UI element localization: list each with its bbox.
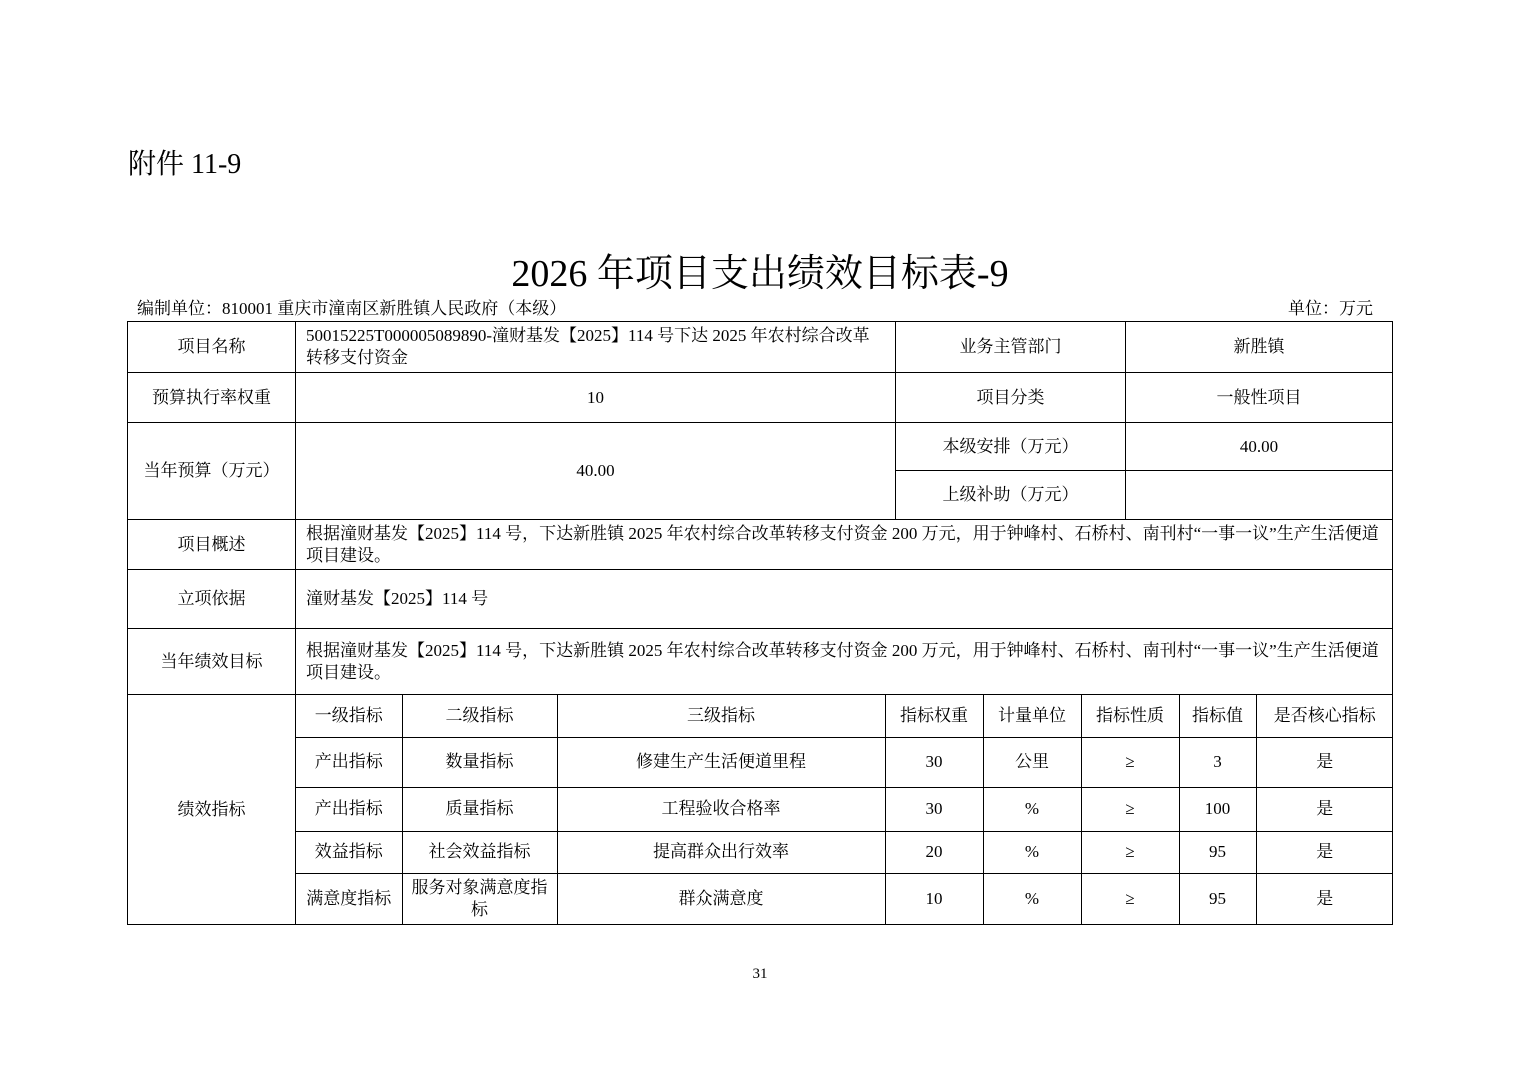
goal-value: 根据潼财基发【2025】114 号，下达新胜镇 2025 年农村综合改革转移支付资金 200 万元，用于钟峰村、石桥村、南刊村“一事一议”生产生活便道项目建设。 [296,629,1393,695]
perf-header-nature: 指标性质 [1081,695,1179,737]
local-value: 40.00 [1126,423,1393,471]
perf-cell-nature: ≥ [1081,737,1179,787]
perf-cell-weight: 30 [885,737,983,787]
perf-cell-level3: 修建生产生活便道里程 [557,737,885,787]
category-label: 项目分类 [896,373,1126,423]
perf-cell-core: 是 [1256,831,1393,873]
perf-cell-level2: 质量指标 [402,787,557,831]
page-number: 31 [752,966,768,982]
perf-cell-level3: 工程验收合格率 [557,787,885,831]
perf-cell-weight: 10 [885,873,983,924]
perf-cell-value: 100 [1179,787,1256,831]
perf-cell-nature: ≥ [1081,831,1179,873]
perf-header-unit: 计量单位 [983,695,1081,737]
perf-cell-unit: 公里 [983,737,1081,787]
perf-cell-unit: % [983,787,1081,831]
basis-label: 立项依据 [128,570,296,629]
perf-cell-level2: 服务对象满意度指标 [402,873,557,924]
overview-value: 根据潼财基发【2025】114 号，下达新胜镇 2025 年农村综合改革转移支付资金 200 万元，用于钟峰村、石桥村、南刊村“一事一议”生产生活便道项目建设。 [296,520,1393,570]
upper-value [1126,471,1393,520]
perf-cell-unit: % [983,831,1081,873]
dept-label: 业务主管部门 [896,322,1126,373]
perf-cell-nature: ≥ [1081,787,1179,831]
perf-cell-core: 是 [1256,873,1393,924]
perf-cell [296,695,1393,925]
perf-cell-unit: % [983,873,1081,924]
table-row [296,831,1393,873]
budget-value: 40.00 [296,423,896,520]
budget-label: 当年预算（万元） [128,423,296,520]
perf-header-core: 是否核心指标 [1256,695,1393,737]
perf-header-level1: 一级指标 [296,695,402,737]
table-row [296,873,1393,924]
table-row [296,787,1393,831]
goal-label: 当年绩效目标 [128,629,296,695]
attachment-label: 附件 11-9 [128,149,242,180]
perf-header-level2: 二级指标 [402,695,557,737]
project-name-value: 50015225T000005089890-潼财基发【2025】114 号下达 2025 年农村综合改革转移支付资金 [296,322,896,373]
performance-target-table [127,321,1393,925]
perf-cell-level1: 产出指标 [296,737,402,787]
perf-indicator-table [296,695,1393,924]
perf-cell-core: 是 [1256,787,1393,831]
table-row [296,737,1393,787]
perf-cell-weight: 20 [885,831,983,873]
perf-cell-value: 95 [1179,831,1256,873]
dept-value: 新胜镇 [1126,322,1393,373]
basis-value: 潼财基发【2025】114 号 [296,570,1393,629]
currency-unit: 单位：万元 [1288,299,1373,318]
perf-cell-weight: 30 [885,787,983,831]
weight-value: 10 [296,373,896,423]
weight-label: 预算执行率权重 [128,373,296,423]
perf-cell-level3: 群众满意度 [557,873,885,924]
document-title: 2026 年项目支出绩效目标表-9 [511,253,1009,295]
perf-cell-level2: 社会效益指标 [402,831,557,873]
perf-header-weight: 指标权重 [885,695,983,737]
perf-header-row [296,695,1393,737]
perf-cell-level1: 产出指标 [296,787,402,831]
project-name-label: 项目名称 [128,322,296,373]
org-unit: 编制单位：810001 重庆市潼南区新胜镇人民政府（本级） [137,299,567,318]
perf-cell-nature: ≥ [1081,873,1179,924]
perf-cell-level2: 数量指标 [402,737,557,787]
perf-cell-level3: 提高群众出行效率 [557,831,885,873]
perf-cell-value: 3 [1179,737,1256,787]
perf-header-level3: 三级指标 [557,695,885,737]
perf-cell-value: 95 [1179,873,1256,924]
category-value: 一般性项目 [1126,373,1393,423]
upper-label: 上级补助（万元） [896,471,1126,520]
local-label: 本级安排（万元） [896,423,1126,471]
perf-label: 绩效指标 [128,695,296,925]
perf-cell-level1: 满意度指标 [296,873,402,924]
overview-label: 项目概述 [128,520,296,570]
perf-cell-core: 是 [1256,737,1393,787]
perf-cell-level1: 效益指标 [296,831,402,873]
perf-header-value: 指标值 [1179,695,1256,737]
